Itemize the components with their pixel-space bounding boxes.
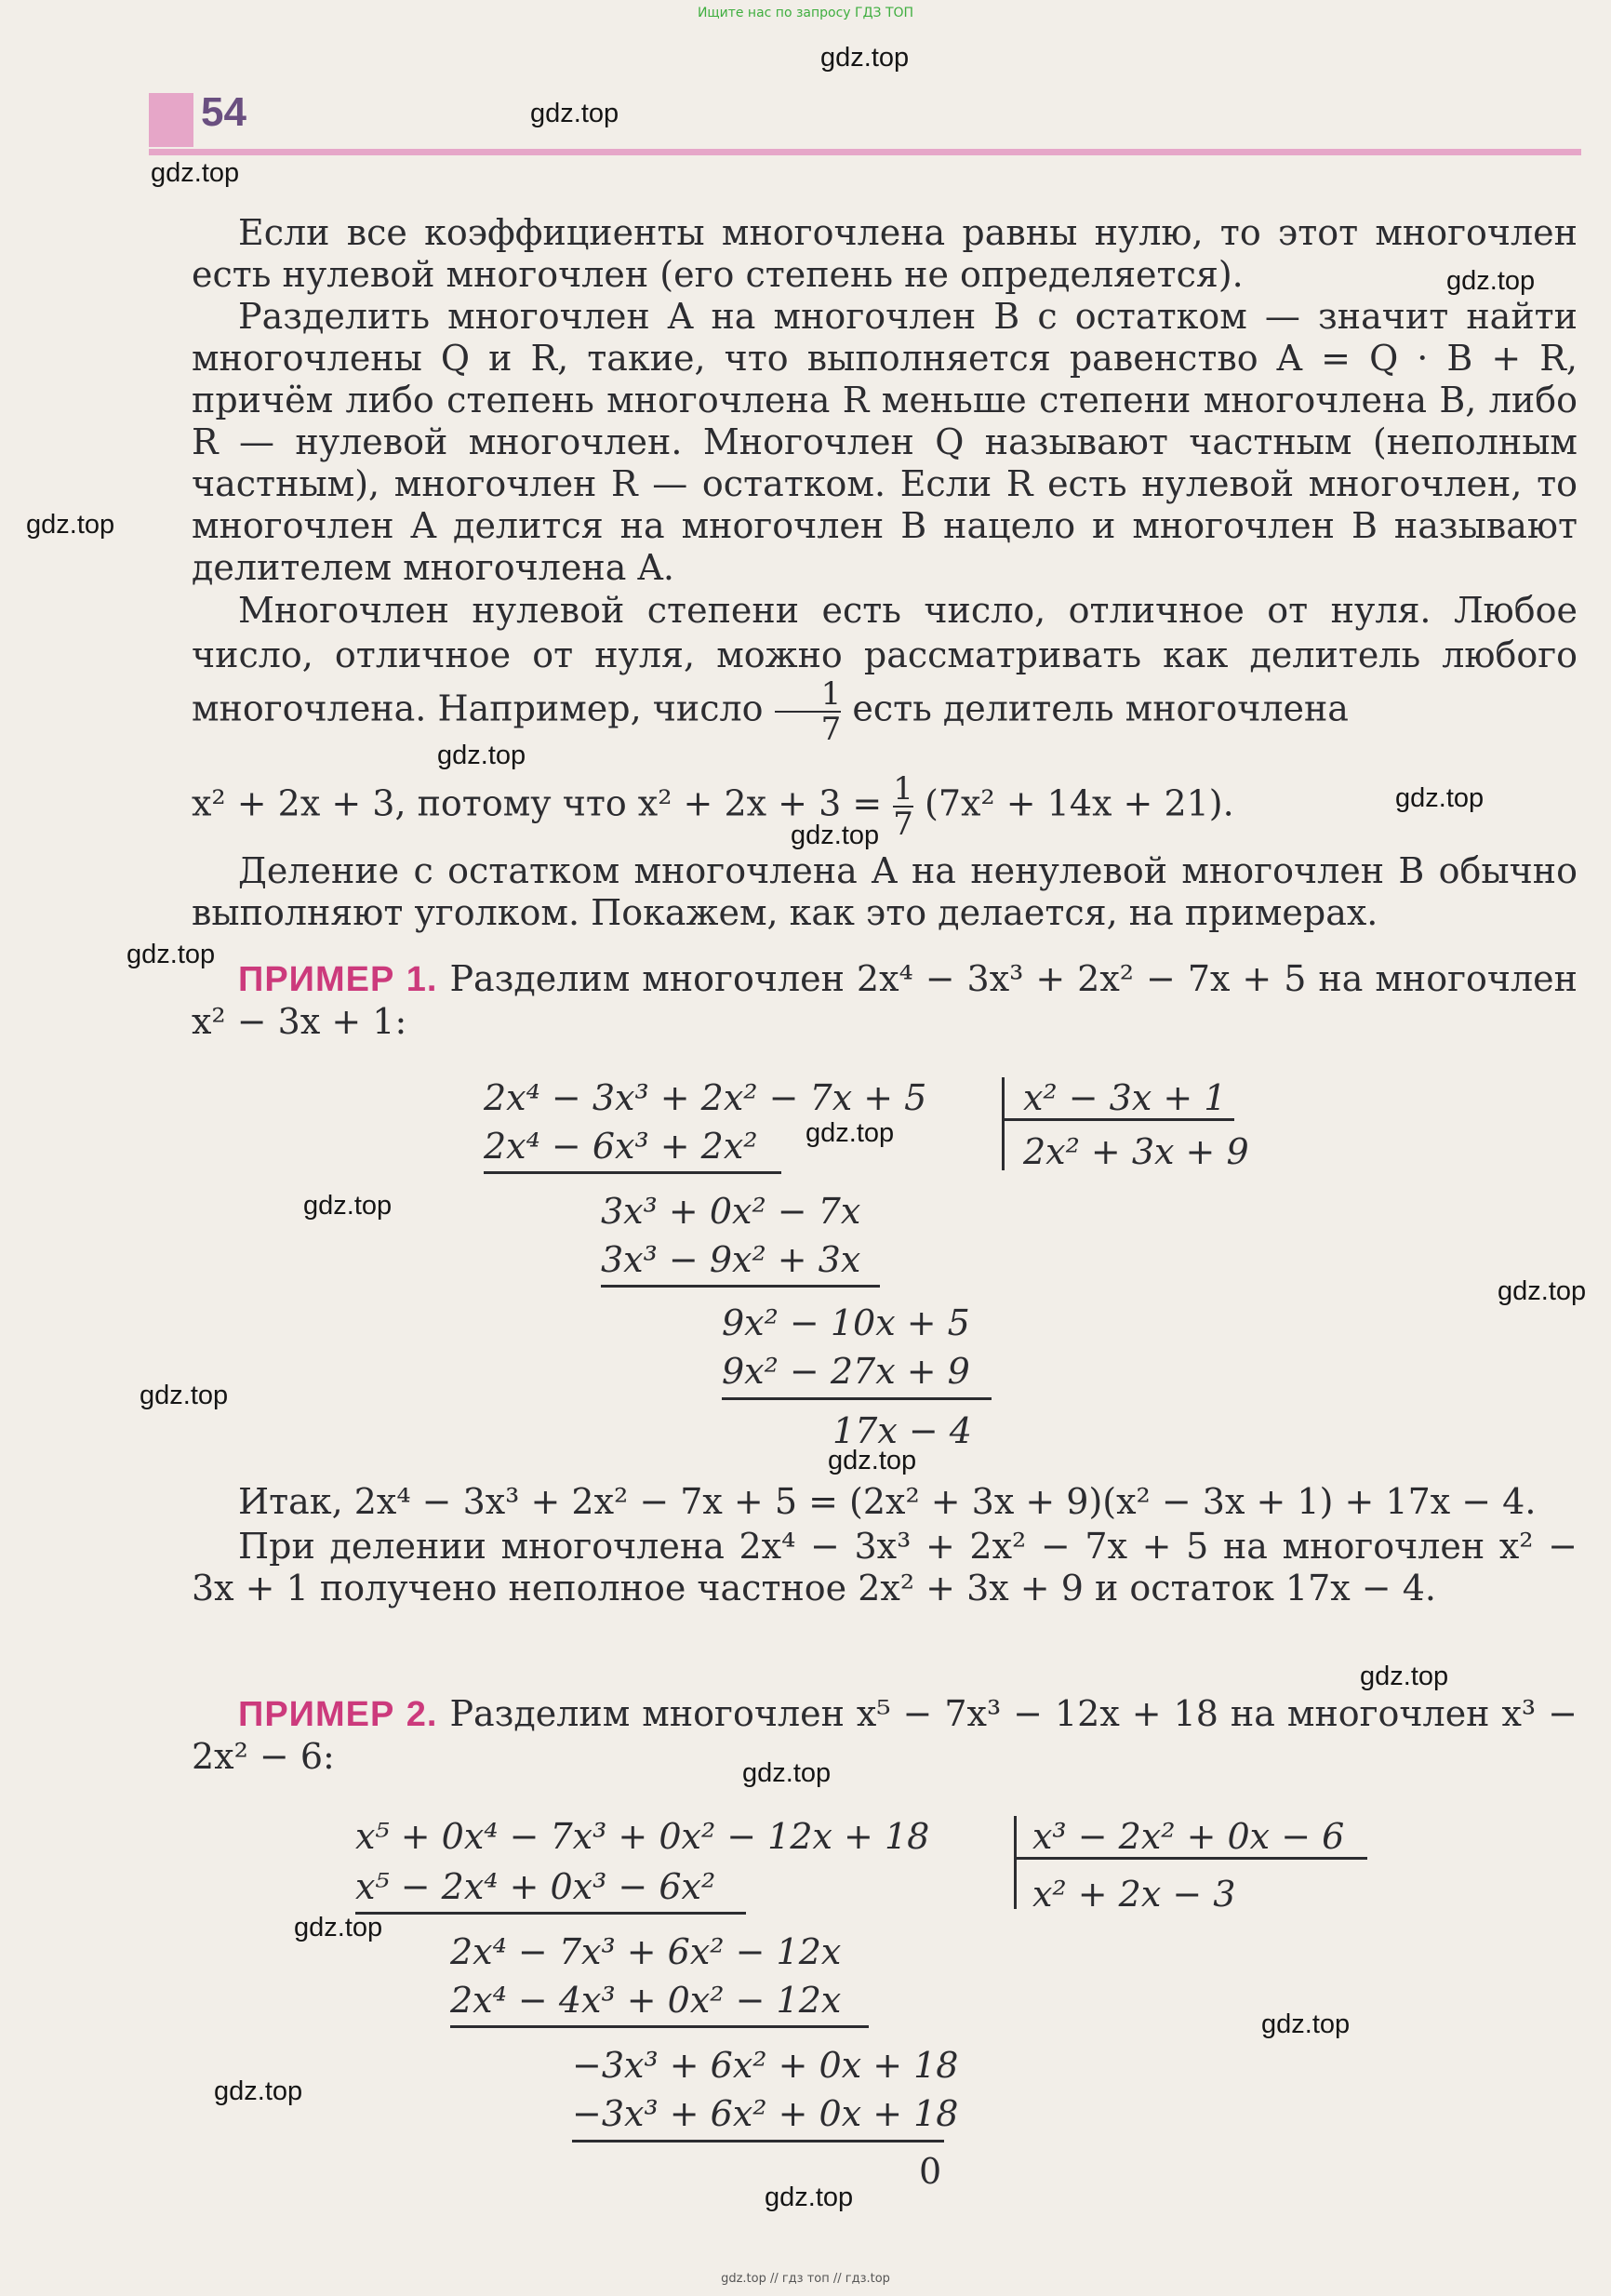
watermark: gdz.top [765,2183,854,2212]
ex1-remainder: 17x − 4 [832,1410,972,1451]
watermark: gdz.top [742,1758,832,1788]
watermark: gdz.top [530,99,619,128]
formula-fraction [893,772,913,841]
ex2-remainder: 0 [919,2151,942,2192]
paragraph-zero-polynomial: Если все коэффициенты многочлена равны нулю, то этот многочлен есть нулевой многочлен (его степень не определяется). [192,212,1578,295]
ex1-line-3 [722,1397,992,1400]
watermark: gdz.top [1395,783,1485,813]
watermark: gdz.top [303,1191,393,1221]
formula-fraction-denominator: 7 [893,806,913,843]
paragraph-zero-degree-text-2: есть делитель многочлена [852,687,1349,729]
bottom-site-link[interactable]: gdz.top // гдз топ // гдз.top [721,2272,890,2286]
watermark: gdz.top [126,940,216,969]
fraction-one-seventh [775,677,842,746]
example1-text: Разделим многочлен 2x⁴ − 3x³ + 2x² − 7x + 5 на многочлен x² − 3x + 1: [192,958,1578,1042]
watermark: gdz.top [1446,266,1536,296]
ex2-dividend: x⁵ + 0x⁴ − 7x³ + 0x² − 12x + 18 [355,1816,930,1857]
example1-label: ПРИМЕР 1. [238,960,438,999]
watermark: gdz.top [1498,1276,1587,1306]
formula-left: x² + 2x + 3, потому что x² + 2x + 3 = [192,782,883,824]
ex1-subtrahend-3: 9x² − 27x + 9 [722,1351,970,1392]
ex1-subtrahend-2: 3x³ − 9x² + 3x [601,1239,861,1280]
watermark: gdz.top [151,158,240,188]
watermark: gdz.top [1261,2009,1351,2039]
ex2-line-3 [572,2140,944,2142]
watermark: gdz.top [437,741,526,770]
paragraph-zero-degree [192,588,1578,746]
fraction-denominator: 7 [775,711,842,746]
watermark: gdz.top [140,1381,229,1410]
watermark: gdz.top [26,510,115,540]
ex1-quotient: 2x² + 3x + 9 [1023,1131,1249,1172]
example1-summary: При делении многочлена 2x⁴ − 3x³ + 2x² − 7x + 5 на многочлен x² − 3x + 1 получено неполное частное 2x² + 3x + 9 и остаток 17x − 4. [192,1526,1578,1609]
ex2-divisor-rule [1014,1857,1367,1860]
watermark: gdz.top [791,821,880,850]
watermark: gdz.top [806,1118,895,1148]
example2-label: ПРИМЕР 2. [238,1695,438,1734]
page-number: 54 [201,89,246,135]
page-marker [149,93,193,147]
example2-statement [192,1693,1578,1778]
ex1-line-2 [601,1285,880,1288]
ex2-remainder-2: −3x³ + 6x² + 0x + 18 [572,2045,959,2086]
example1-statement [192,958,1578,1043]
watermark: gdz.top [828,1446,917,1475]
top-site-link[interactable]: Ищите нас по запросу ГДЗ ТОП [697,6,914,20]
example1-conclusion: Итак, 2x⁴ − 3x³ + 2x² − 7x + 5 = (2x² + 3x + 9)(x² − 3x + 1) + 17x − 4. [238,1481,1537,1522]
ex2-subtrahend-3: −3x³ + 6x² + 0x + 18 [572,2093,959,2134]
ex1-division-bracket [1002,1077,1005,1170]
ex2-line-1 [355,1912,746,1915]
ex2-divisor: x³ − 2x² + 0x − 6 [1032,1816,1345,1857]
ex2-subtrahend-1: x⁵ − 2x⁴ + 0x³ − 6x² [355,1866,716,1907]
watermark: gdz.top [294,1913,383,1942]
formula-fraction-numerator: 1 [893,770,913,808]
paragraph-zero-degree-text: Многочлен нулевой степени есть число, отличное от нуля. Любое число, отличное от нуля, можно рассматривать как делитель любого многочлена. Например, число [192,590,1578,729]
ex2-division-bracket [1014,1816,1017,1909]
example2-text: Разделим многочлен x⁵ − 7x³ − 12x + 18 на многочлен x³ − 2x² − 6: [192,1693,1578,1777]
ex1-remainder-1: 3x³ + 0x² − 7x [601,1191,861,1232]
fraction-numerator: 1 [820,675,842,713]
header-rule [149,149,1581,155]
ex1-line-1 [484,1171,781,1174]
ex2-line-2 [450,2025,869,2028]
paragraph-long-division: Деление с остатком многочлена A на ненулевой многочлен B обычно выполняют уголком. Покажем, как это делается, на примерах. [192,850,1578,933]
ex1-remainder-2: 9x² − 10x + 5 [722,1302,970,1343]
ex1-divisor: x² − 3x + 1 [1023,1077,1227,1118]
ex1-divisor-rule [1002,1118,1234,1121]
formula-divisor-example [192,772,1234,841]
paragraph-division-definition: Разделить многочлен A на многочлен B с остатком — значит найти многочлены Q и R, такие, что выполняется равенство A = Q · B + R, причём либо степень многочлена R меньше степени многочлена B, либо R — нулевой многочлен. Многочлен Q называют частным (неполным частным), многочлен R — остатком. Если R есть нулевой многочлен, то многочлен A делится на многочлен B нацело и многочлен B называют делителем многочлена A. [192,296,1578,588]
watermark: gdz.top [1360,1662,1449,1691]
ex2-quotient: x² + 2x − 3 [1032,1874,1236,1915]
ex1-dividend: 2x⁴ − 3x³ + 2x² − 7x + 5 [484,1077,927,1118]
formula-right: (7x² + 14x + 21). [925,782,1234,824]
ex2-subtrahend-2: 2x⁴ − 4x³ + 0x² − 12x [450,1980,842,2021]
ex2-remainder-1: 2x⁴ − 7x³ + 6x² − 12x [450,1931,842,1972]
watermark: gdz.top [820,43,910,73]
watermark: gdz.top [214,2076,303,2106]
ex1-subtrahend-1: 2x⁴ − 6x³ + 2x² [484,1126,758,1167]
